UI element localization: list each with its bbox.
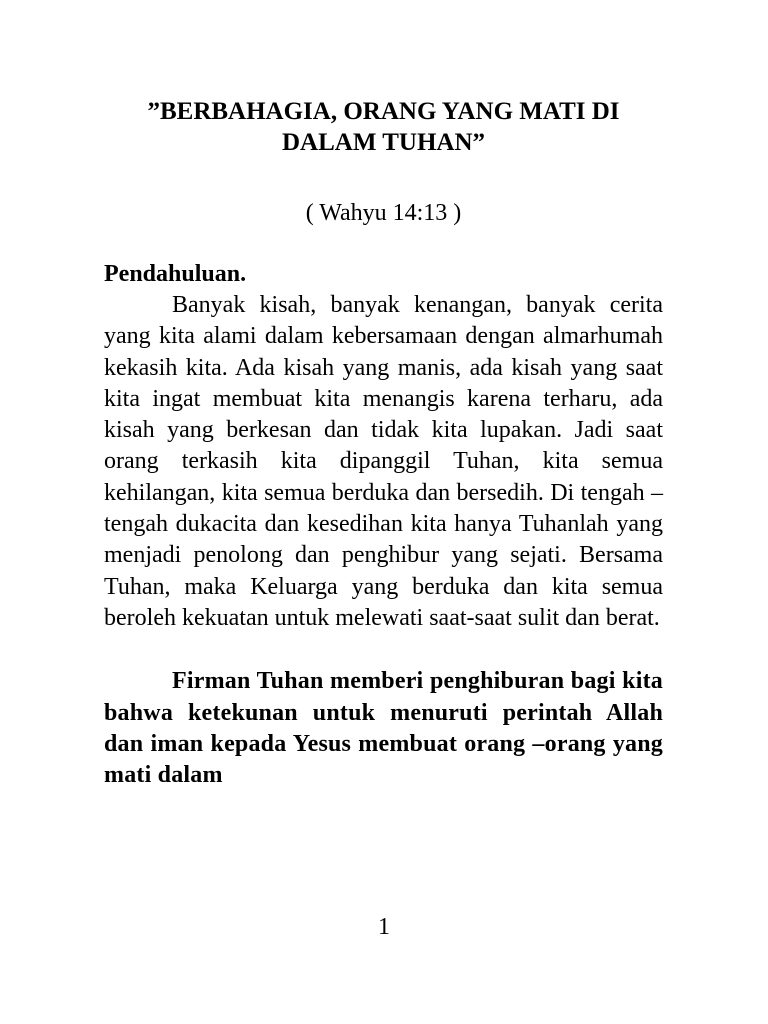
- document-page: [104, 96, 663, 791]
- document-title: ”BERBAHAGIA, ORANG YANG MATI DI DALAM TUHAN”: [147, 98, 620, 156]
- page-number: 1: [378, 914, 390, 940]
- paragraph-introduction: Banyak kisah, banyak kenangan, banyak cerita yang kita alami dalam kebersamaan dengan almarhumah kekasih kita. Ada kisah yang manis, ada kisah yang saat kita ingat membuat kita menangis karena terharu, ada kisah yang berkesan dan tidak kita lupakan. Jadi saat orang terkasih kita dipanggil Tuhan, kita semua kehilangan, kita semua berduka dan bersedih. Di tengah – tengah dukacita dan kesedihan kita hanya Tuhanlah yang menjadi penolong dan penghibur yang sejati. Bersama Tuhan, maka Keluarga yang berduka dan kita semua beroleh kekuatan untuk melewati saat-saat sulit dan berat.: [104, 292, 663, 631]
- scripture-reference: ( Wahyu 14:13 ): [305, 200, 462, 226]
- paragraph-firman: Firman Tuhan memberi penghiburan bagi kita bahwa ketekunan untuk menuruti perintah Allah dan iman kepada Yesus membuat orang –orang yang mati dalam: [104, 668, 663, 789]
- section-heading: Pendahuluan.: [104, 261, 247, 287]
